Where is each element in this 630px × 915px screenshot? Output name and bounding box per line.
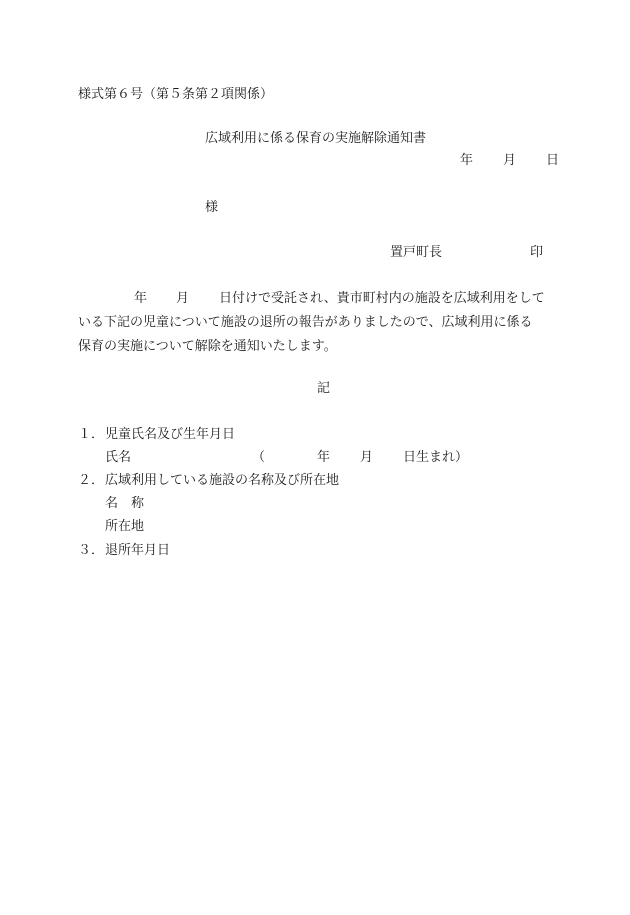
facility-name-label: 名 称 (105, 496, 145, 511)
item-number: ２． (78, 473, 105, 488)
facility-address-label: 所在地 (105, 519, 145, 534)
body-year: 年 (134, 291, 148, 306)
item-number: ３． (78, 543, 105, 558)
document-title: 広域利用に係る保育の実施解除通知書 (205, 131, 427, 146)
item-label: 広域利用している施設の名称及び所在地 (105, 473, 340, 488)
birth-paren-open: （ (252, 450, 266, 465)
item-label: 退所年月日 (105, 543, 171, 558)
date-month: 月 (503, 153, 517, 168)
body-line3: 保育の実施について解除を通知いたします。 (78, 339, 337, 354)
issuer-name: 置戸町長 (390, 245, 443, 260)
child-name-label: 氏名 (105, 450, 132, 465)
body-month: 月 (176, 291, 190, 306)
issuer-seal: 印 (530, 245, 544, 260)
date-year: 年 (460, 153, 474, 168)
item-label: 児童氏名及び生年月日 (105, 427, 236, 442)
form-number: 様式第６号（第５条第２項関係） (78, 87, 274, 102)
ki-heading: 記 (317, 381, 331, 396)
date-day: 日 (546, 153, 560, 168)
item-number: １． (78, 427, 105, 442)
body-line1-rest: 日付けで受託され、貴市町村内の施設を広域利用をして (219, 291, 545, 306)
birth-year: 年 (317, 450, 331, 465)
addressee-suffix: 様 (205, 200, 219, 215)
birth-month: 月 (360, 450, 374, 465)
body-line2: いる下記の児童について施設の退所の報告がありましたので、広域利用に係る (78, 315, 533, 330)
birth-day-suffix: 日生まれ） (403, 450, 469, 465)
